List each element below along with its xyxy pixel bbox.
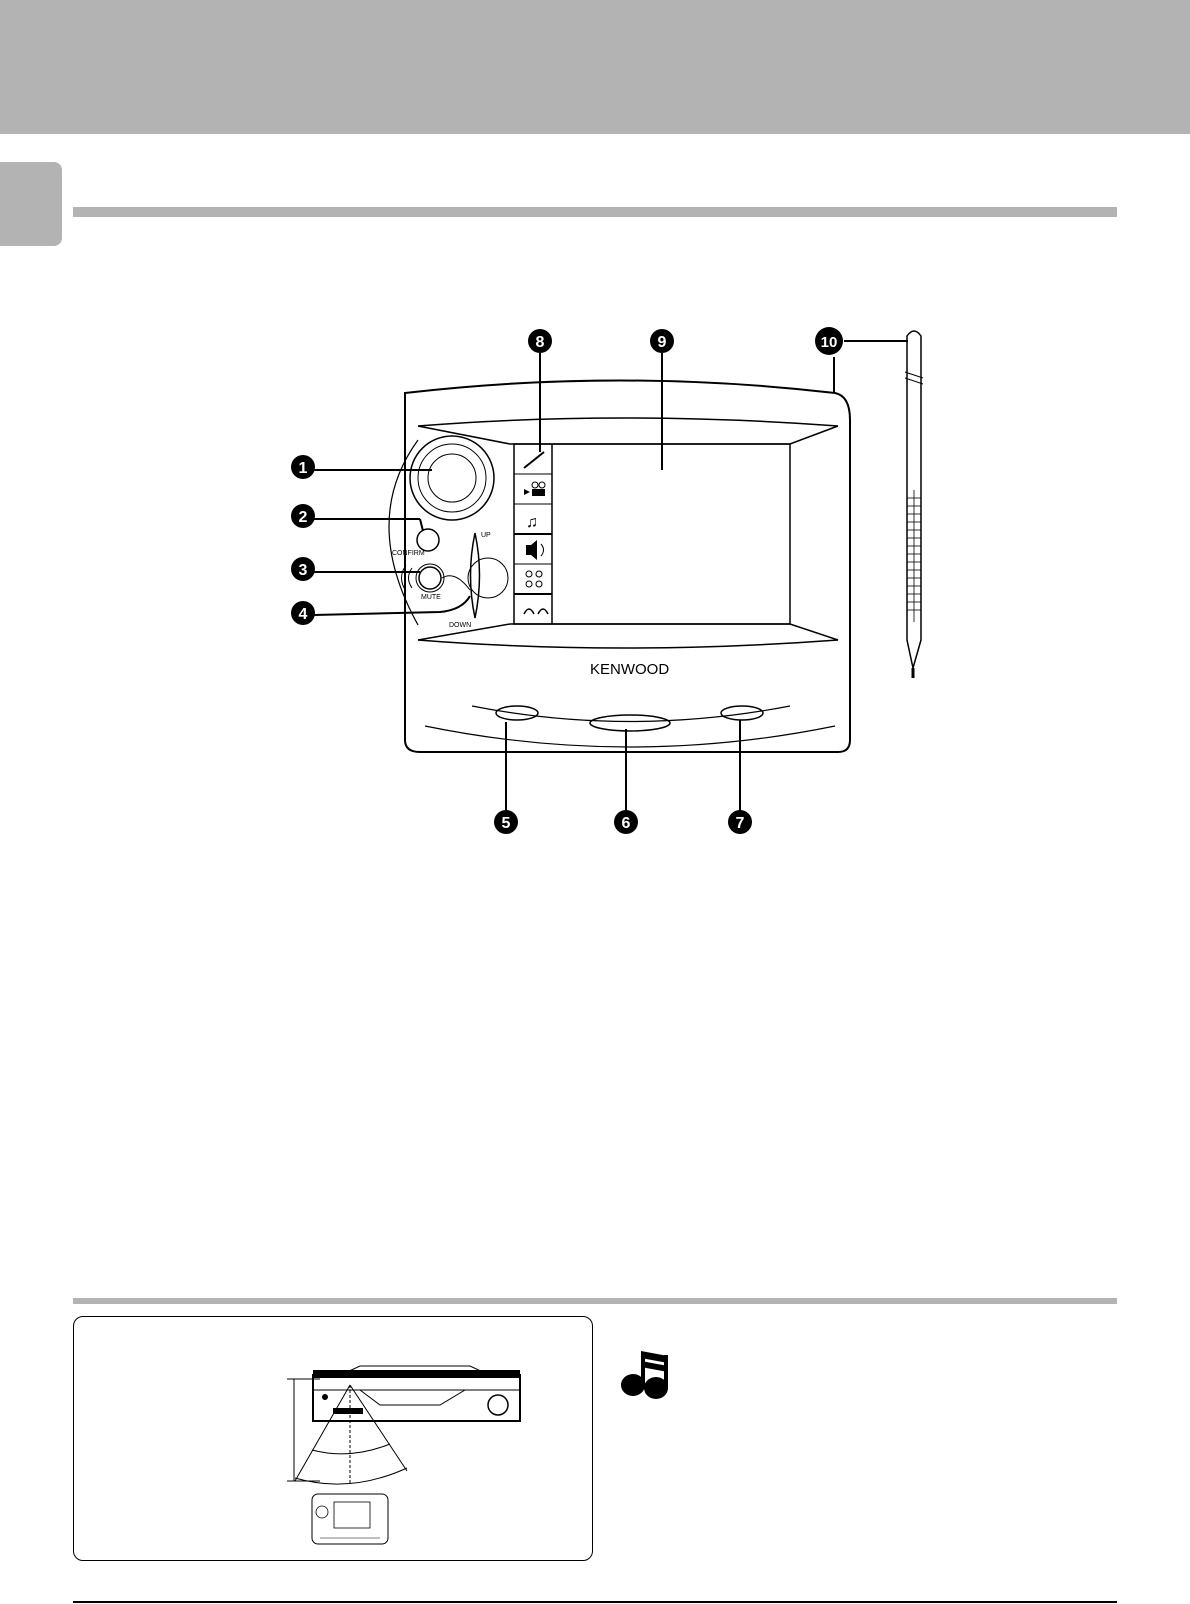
svg-text:5: 5 (501, 815, 511, 832)
confirm-label: CONFIRM (392, 550, 425, 557)
callout-3 (291, 557, 315, 581)
range-figure-box (73, 1316, 593, 1561)
speaker-icon[interactable] (526, 540, 544, 560)
volume-rocker[interactable] (442, 533, 508, 618)
callout-6 (614, 810, 638, 834)
grid-icon[interactable] (526, 571, 542, 587)
down-label: DOWN (449, 622, 472, 629)
mute-button[interactable] (402, 564, 445, 592)
callout-8 (528, 329, 552, 353)
svg-text:4: 4 (298, 606, 308, 623)
right-soft-button[interactable] (721, 706, 763, 720)
svg-text:♫: ♫ (526, 514, 538, 531)
music-icon[interactable] (526, 514, 538, 531)
confirm-button[interactable] (417, 529, 439, 551)
jog-dial[interactable] (410, 436, 494, 520)
callout-9 (650, 329, 674, 353)
callout-10 (815, 327, 843, 355)
brand-logo: KENWOOD (590, 661, 670, 678)
callout-7 (728, 810, 752, 834)
footer-rule (73, 1601, 1117, 1603)
svg-text:3: 3 (298, 562, 308, 579)
video-icon[interactable] (524, 482, 545, 496)
callout-1 (291, 455, 315, 479)
stylus (905, 331, 923, 678)
up-label: UP (481, 532, 491, 539)
svg-text:1: 1 (298, 460, 308, 477)
svg-text:9: 9 (657, 334, 667, 351)
center-soft-button[interactable] (590, 715, 670, 731)
mute-label: MUTE (421, 594, 441, 601)
svg-text:7: 7 (735, 815, 745, 832)
svg-text:6: 6 (621, 815, 631, 832)
callout-2 (291, 504, 315, 528)
callout-5 (494, 810, 518, 834)
pen-icon[interactable] (524, 452, 544, 468)
section-rule-lower (73, 1298, 1117, 1304)
svg-text:2: 2 (298, 509, 308, 526)
svg-text:10: 10 (820, 334, 838, 351)
callout-4 (291, 601, 315, 625)
svg-text:8: 8 (535, 334, 545, 351)
link-icon[interactable] (524, 609, 548, 614)
